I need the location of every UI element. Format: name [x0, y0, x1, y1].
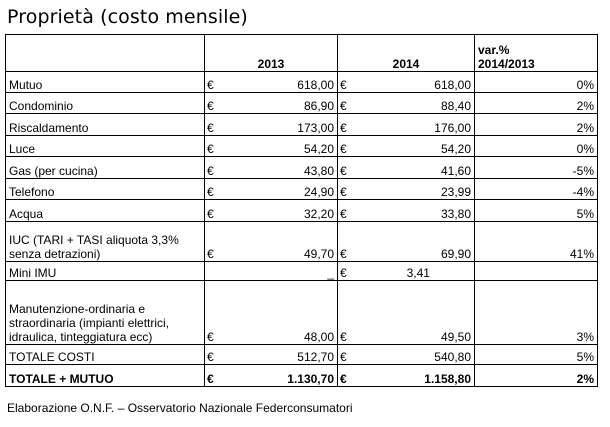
- currency-2014: €: [338, 345, 363, 365]
- value-2014: 540,80: [363, 345, 475, 365]
- row-label: Luce: [6, 136, 205, 157]
- table-row: [6, 114, 598, 136]
- currency-2013: €: [205, 200, 230, 222]
- row-label: IUC (TARI + TASI aliquota 3,3% senza detrazioni): [6, 222, 205, 262]
- row-label: TOTALE COSTI: [6, 345, 205, 365]
- currency-2014: €: [338, 114, 363, 136]
- value-2014: 176,00: [363, 114, 475, 136]
- currency-2014: €: [338, 157, 363, 179]
- currency-2014: €: [338, 281, 363, 345]
- row-label: Manutenzione-ordinaria e straordinaria (impianti elettrici, idraulica, tinteggiatura ecc): [6, 281, 205, 345]
- value-2014: 41,60: [363, 157, 475, 179]
- value-2014: 1.158,80: [363, 365, 475, 387]
- currency-2013: [205, 262, 230, 281]
- currency-2014: €: [338, 365, 363, 387]
- value-2013: 24,90: [230, 179, 338, 200]
- currency-2014: €: [338, 136, 363, 157]
- header-2013: 2013: [205, 35, 338, 72]
- currency-2014: €: [338, 200, 363, 222]
- value-var: -4%: [475, 179, 598, 200]
- value-2014: 23,99: [363, 179, 475, 200]
- currency-2014: €: [338, 72, 363, 93]
- value-2013: 173,00: [230, 114, 338, 136]
- value-2014: 54,20: [363, 136, 475, 157]
- table-row: [6, 281, 598, 345]
- value-var: -5%: [475, 157, 598, 179]
- currency-2013: €: [205, 157, 230, 179]
- row-label: TOTALE + MUTUO: [6, 365, 205, 387]
- value-var: 3%: [475, 281, 598, 345]
- value-2014: 49,50: [363, 281, 475, 345]
- value-2013: 49,70: [230, 222, 338, 262]
- header-row: [6, 35, 598, 72]
- page-title: Proprietà (costo mensile): [7, 6, 248, 28]
- value-2013: 1.130,70: [230, 365, 338, 387]
- table-row: [6, 72, 598, 93]
- value-2014: 69,90: [363, 222, 475, 262]
- value-var: 0%: [475, 136, 598, 157]
- value-2013: _: [230, 262, 338, 281]
- value-var: 5%: [475, 200, 598, 222]
- currency-2013: €: [205, 365, 230, 387]
- value-var: 41%: [475, 222, 598, 262]
- value-var: 0%: [475, 72, 598, 93]
- value-2013: 86,90: [230, 93, 338, 114]
- currency-2014: €: [338, 262, 363, 281]
- value-2013: 32,20: [230, 200, 338, 222]
- row-label: Telefono: [6, 179, 205, 200]
- table-row: [6, 262, 598, 281]
- table-row: [6, 222, 598, 262]
- header-label-cell: [6, 35, 205, 72]
- currency-2013: €: [205, 72, 230, 93]
- value-2014: 33,80: [363, 200, 475, 222]
- value-2014: 88,40: [363, 93, 475, 114]
- value-2014: 618,00: [363, 72, 475, 93]
- value-2013: 618,00: [230, 72, 338, 93]
- currency-2013: €: [205, 281, 230, 345]
- currency-2013: €: [205, 345, 230, 365]
- currency-2013: €: [205, 222, 230, 262]
- table-row-total: [6, 365, 598, 387]
- row-label: Riscaldamento: [6, 114, 205, 136]
- currency-2013: €: [205, 136, 230, 157]
- value-var: 2%: [475, 93, 598, 114]
- currency-2014: €: [338, 179, 363, 200]
- row-label: Mutuo: [6, 72, 205, 93]
- row-label: Acqua: [6, 200, 205, 222]
- value-var: 2%: [475, 365, 598, 387]
- cost-table: [5, 34, 598, 387]
- currency-2013: €: [205, 93, 230, 114]
- value-var: 5%: [475, 345, 598, 365]
- table-row: [6, 157, 598, 179]
- currency-2013: €: [205, 114, 230, 136]
- table-row: [6, 179, 598, 200]
- source-note: Elaborazione O.N.F. – Osservatorio Nazionale Federconsumatori: [7, 401, 353, 415]
- table-row: [6, 136, 598, 157]
- value-2014: 3,41: [363, 262, 475, 281]
- row-label: Gas (per cucina): [6, 157, 205, 179]
- value-2013: 48,00: [230, 281, 338, 345]
- table-row: [6, 93, 598, 114]
- value-var: 2%: [475, 114, 598, 136]
- value-2013: 512,70: [230, 345, 338, 365]
- currency-2014: €: [338, 93, 363, 114]
- header-var: var.% 2014/2013: [475, 35, 598, 72]
- table-row: [6, 345, 598, 365]
- row-label: Mini IMU: [6, 262, 205, 281]
- row-label: Condominio: [6, 93, 205, 114]
- table-row: [6, 200, 598, 222]
- value-2013: 54,20: [230, 136, 338, 157]
- value-2013: 43,80: [230, 157, 338, 179]
- currency-2014: €: [338, 222, 363, 262]
- value-var: [475, 262, 598, 281]
- header-2014: 2014: [338, 35, 475, 72]
- currency-2013: €: [205, 179, 230, 200]
